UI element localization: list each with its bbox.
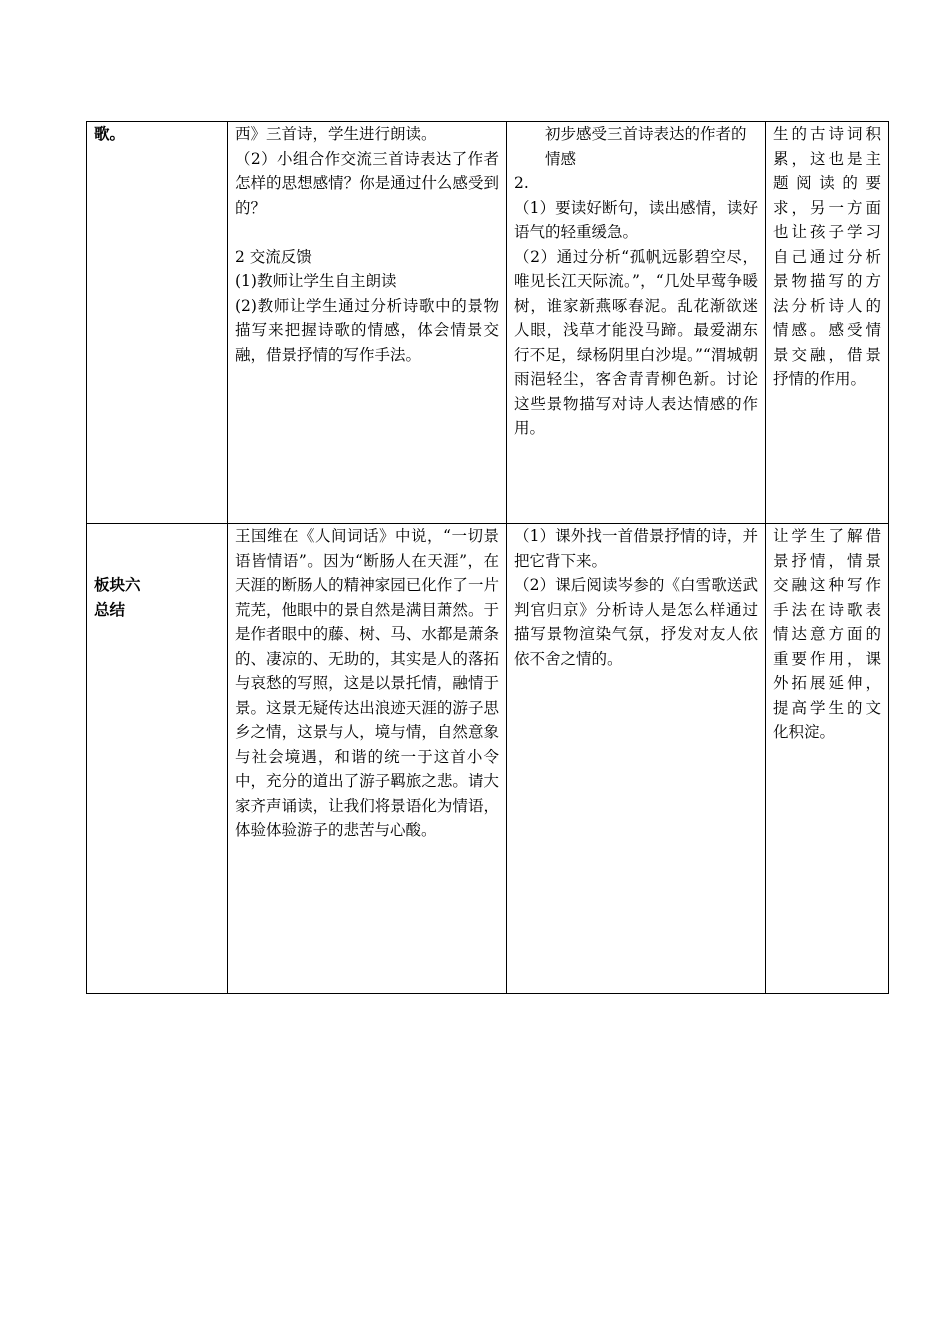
student-activity-line: （1）课外找一首借景抒情的诗，并把它背下来。: [514, 527, 758, 570]
teacher-activity-cell: [228, 122, 507, 524]
section-label: 总结: [94, 600, 126, 619]
student-activity-line: （2）课后阅读岑参的《白雪歌送武判官归京》分析诗人是怎么样通过描写景物渲染气氛，抒发对友人依依不舍之情的。: [514, 576, 758, 668]
student-activity-cell: [507, 524, 766, 994]
teacher-activity-line: （2）小组合作交流三首诗表达了作者怎样的思想感情？你是通过什么感受到的？: [235, 149, 499, 217]
table-row: [87, 122, 889, 524]
blank-line: [235, 220, 499, 245]
design-intent-cell: [766, 122, 889, 524]
teacher-activity-cell: [228, 524, 507, 994]
teacher-activity-text: 王国维在《人间词话》中说，“一切景语皆情语”。因为“断肠人在天涯”，在天涯的断肠人的精神家园已化作了一片荒芜，他眼中的景自然是满目萧然。于是作者眼中的藤、树、马、水都是萧条的、凄凉的、无助的，其实是人的落拓与哀愁的写照，这是以景托情，融情于景。这景无疑传达出浪迹天涯的游子思乡之情，这景与人，境与情，自然意象与社会境遇，和谐的统一于这首小令中，充分的道出了游子羁旅之悲。请大家齐声诵读，让我们将景语化为情语，体验体验游子的悲苦与心酸。: [235, 527, 499, 839]
student-activity-line: （2）通过分析“孤帆远影碧空尽，唯见长江天际流。”，“几处早莺争暖树，谁家新燕啄春泥。乱花渐欲迷人眼，浅草才能没马蹄。最爱湖东行不足，绿杨阴里白沙堤。”“渭城朝雨浥轻尘，客舍青青柳色新。讨论这些景物描写对诗人表达情感的作用。: [514, 247, 758, 437]
lesson-plan-table: [86, 121, 889, 994]
section-label: 板块六: [94, 576, 141, 594]
section-label-cell: [87, 122, 228, 524]
student-activity-line: 2.: [514, 174, 529, 192]
student-activity-line: 初步感受三首诗表达的作者的情感: [545, 125, 747, 168]
section-label-cell: [87, 524, 228, 994]
student-activity-line: （1）要读好断句，读出感情，读好语气的轻重缓急。: [514, 198, 758, 241]
section-label-tail: 歌。: [94, 125, 126, 143]
design-intent-text: 让学生了解借景抒情，情景交融这种写作手法在诗歌表情达意方面的重要作用，课外拓展延伸，提高学生的文化积淀。: [773, 527, 881, 741]
design-intent-cell: [766, 524, 889, 994]
student-activity-cell: [507, 122, 766, 524]
teacher-activity-line: 2 交流反馈: [235, 247, 312, 266]
design-intent-text: 生的古诗词积累，这也是主题阅读的要求，另一方面也让孩子学习自己通过分析景物描写的方法分析诗人的情感。感受情景交融，借景抒情的作用。: [773, 125, 881, 388]
teacher-activity-line: (1)教师让学生自主朗读: [235, 272, 397, 290]
teacher-activity-line: (2)教师让学生通过分析诗歌中的景物描写来把握诗歌的情感，体会情景交融，借景抒情的写作手法。: [235, 296, 499, 364]
teacher-activity-line: 西》三首诗，学生进行朗读。: [235, 125, 437, 143]
table-row: [87, 524, 889, 994]
